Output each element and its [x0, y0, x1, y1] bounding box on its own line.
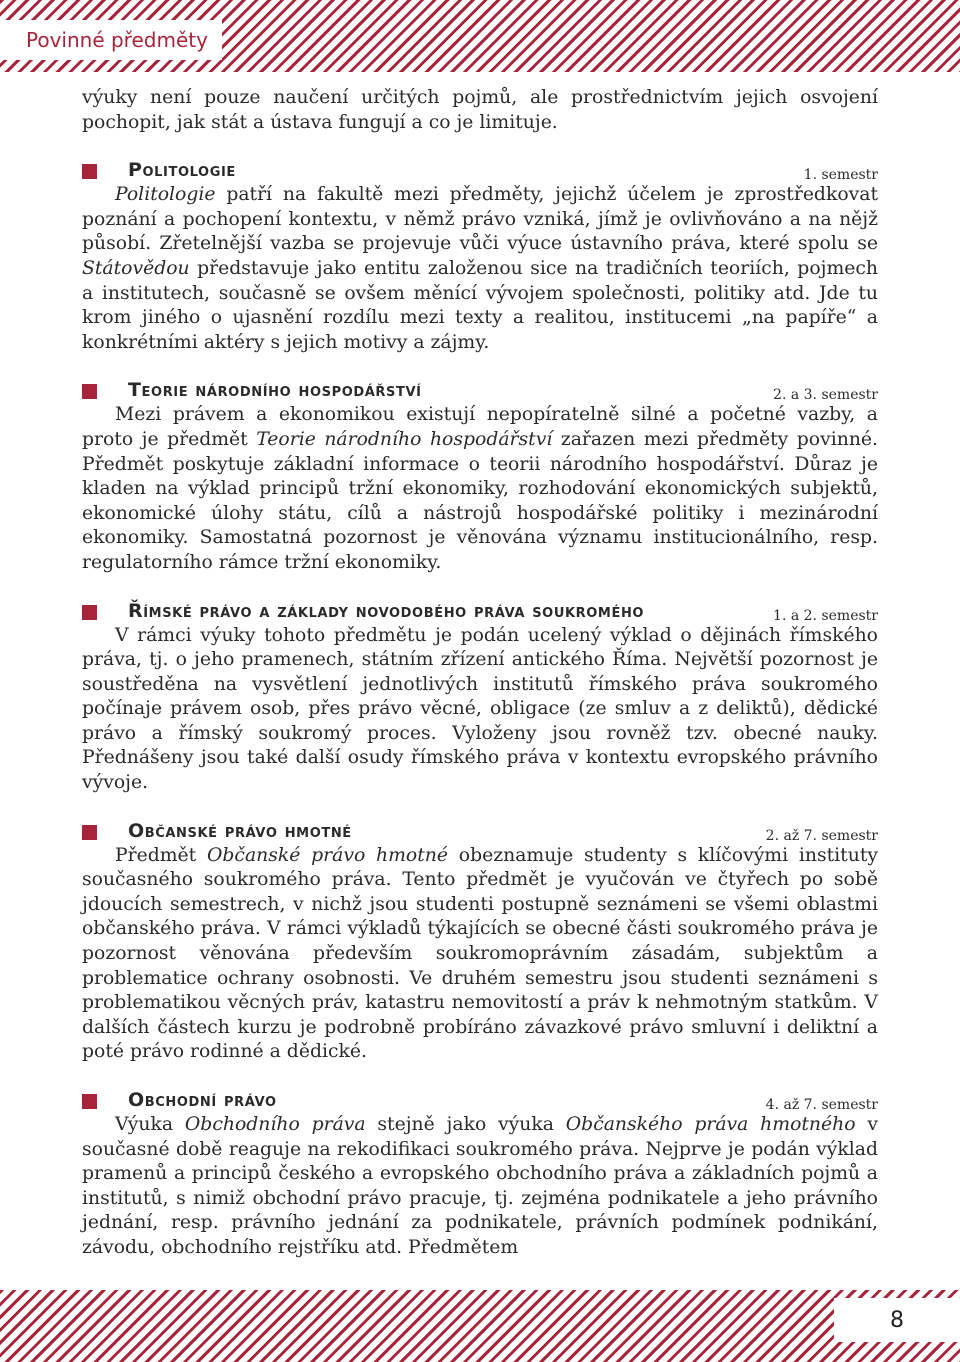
italic-term: Obchodního práva	[184, 1114, 366, 1135]
page-header-title: Povinné předměty	[0, 20, 222, 60]
section-title: Římské právo a základy novodobého práva soukromého	[128, 599, 645, 622]
section-semester: 4. až 7. semestr	[765, 1097, 878, 1113]
italic-term: Teorie národního hospodářství	[256, 428, 553, 450]
section-semester: 2. až 7. semestr	[765, 827, 878, 844]
section-obchodni-pravo	[82, 1088, 878, 1261]
page-number: 8	[834, 1298, 960, 1342]
section-semester: 2. a 3. semestr	[773, 387, 878, 404]
italic-term: Občanské právo hmotné	[207, 844, 448, 866]
bullet-square-icon	[82, 825, 97, 840]
section-teorie-narodniho-hospodarstvi	[82, 378, 878, 575]
section-paragraph	[82, 624, 878, 796]
section-title: Obchodní právo	[128, 1089, 277, 1111]
section-title: Teorie národního hospodářství	[128, 379, 422, 402]
section-obcanske-pravo-hmotne	[82, 819, 878, 1065]
text-run: stejně jako výuka	[365, 1114, 566, 1135]
italic-term: Politologie	[115, 184, 216, 206]
section-rimske-pravo	[82, 599, 878, 796]
text-run: Mezi právem a ekonomikou existují nepopíratelně silné a početné vazby, a proto je předmět	[82, 404, 878, 450]
section-heading	[82, 819, 878, 843]
section-heading	[82, 1088, 878, 1112]
section-paragraph	[82, 183, 878, 355]
section-paragraph	[82, 403, 878, 575]
bullet-square-icon	[82, 1094, 97, 1109]
section-title: Občanské právo hmotné	[128, 819, 352, 842]
text-run: Výuka	[115, 1114, 185, 1135]
italic-term: Státovědou	[82, 257, 190, 279]
section-heading	[82, 158, 878, 182]
footer-stripe	[0, 1290, 960, 1362]
section-heading	[82, 378, 878, 402]
section-title: Politologie	[128, 159, 236, 182]
text-run: představuje jako entitu založenou sice na tradičních teoriích, pojmech a institutech, současně se ovšem měnící vývojem společnosti, politiky atd. Jde tu krom jiného o ujasnění rozdílu mezi texty a realitou, institucemi „na papíře“ a konkrétními aktéry s jejich motivy a zájmy.	[82, 257, 878, 353]
text-run: V rámci výuky tohoto předmětu je podán ucelený výklad o dějinách římského práva, tj. o jeho pramenech, státním zřízení antického Říma. Největší pozornost je soustředěna na vysvětlení jednotlivých institutů římského práva soukromého počínaje právem osob, přes právo věcné, obligace (ze smluv a z deliktů), dědické právo a římský soukromý proces. Vyloženy jsou rovněž tzv. obecné nauky. Přednášeny jsou také další osudy římského práva v kontextu evropského právního vývoje.	[82, 624, 878, 794]
text-run: zařazen mezi předměty povinné. Předmět poskytuje základní informace o teorii národního hospodářství. Důraz je kladen na výklad principů tržní ekonomiky, rozhodování ekonomických subjektů, ekonomické úlohy státu, cílů a nástrojů hospodářské politiky i mezinárodní ekonomiky. Samostatná pozornost je věnována významu institucionálního, resp. regulatorního rámce tržní ekonomiky.	[82, 428, 878, 573]
text-run: Předmět	[115, 844, 207, 866]
section-heading	[82, 599, 878, 623]
text-run: v současné době reaguje na rekodifikaci soukromého práva. Nejprve je podán výklad pramenů a principů českého a evropského obchodního práva a základních pojmů a institutů, s nimiž obchodní právo pracuje, tj. zejména podnikatele a jeho právního jednání, resp. právního jednání za podnikatele, právních podmínek podnikání, závodu, obchodního rejstříku atd. Předmětem	[82, 1114, 878, 1258]
bullet-square-icon	[82, 605, 97, 620]
text-run: obeznamuje studenty s klíčovými instituty současného soukromého práva. Tento předmět je vyučován ve čtyřech po sobě jdoucích semestrech, v nichž jsou studenti postupně seznámeni se všemi oblastmi občanského práva. V rámci výkladů týkajících se obecné části soukromého práva je pozornost věnována především soukromoprávním zásadám, subjektům a problematice ochrany osobnosti. Ve druhém semestru jsou studenti seznámeni s problematikou věcných práv, katastru nemovitostí a práv k nehmotným statkům. V dalších částech kurzu je podrobně probíráno závazkové právo smluvní i deliktní a poté právo rodinné a dědické.	[82, 844, 878, 1063]
section-semester: 1. semestr	[803, 167, 878, 184]
section-paragraph	[82, 844, 878, 1065]
page-content	[82, 86, 878, 1261]
italic-term: Občanského práva hmotného	[565, 1114, 856, 1135]
intro-paragraph: výuky není pouze naučení určitých pojmů, ale prostřednictvím jejich osvojení pochopit, jak stát a ústava fungují a co je limituje.	[82, 87, 878, 133]
section-semester: 1. a 2. semestr	[773, 607, 878, 624]
section-politologie	[82, 158, 878, 355]
section-paragraph	[82, 1113, 878, 1261]
bullet-square-icon	[82, 384, 97, 399]
bullet-square-icon	[82, 164, 97, 179]
text-run: patří na fakultě mezi předměty, jejichž účelem je zprostředkovat poznání a pochopení kontextu, v němž právo vzniká, jímž je ovlivňováno a na nějž působí. Zřetelnější vazba se projevuje vůči výuce ústavního práva, které spolu se	[82, 184, 878, 255]
